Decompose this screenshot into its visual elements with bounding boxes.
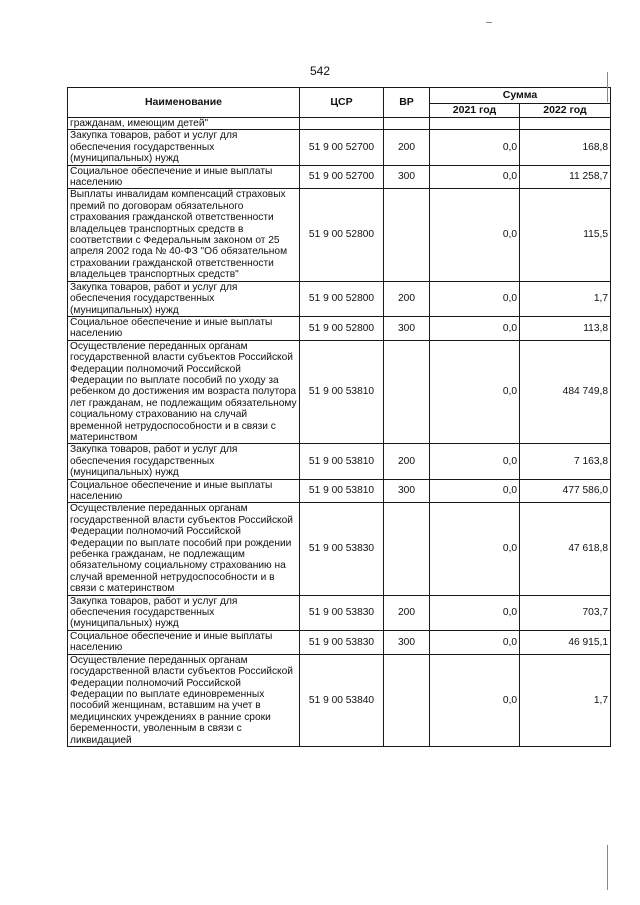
table-row [68, 479, 611, 503]
page-number: 542 [309, 64, 331, 78]
row-name: Закупка товаров, работ и услуг для обеспечения государственных (муниципальных) нужд [68, 595, 300, 630]
row-csr: 51 9 00 52700 [300, 130, 384, 165]
row-value-2021: 0,0 [430, 595, 520, 630]
row-value-2022: 168,8 [520, 130, 611, 165]
row-csr: 51 9 00 53830 [300, 503, 384, 595]
row-name: Осуществление переданных органам государственной власти субъектов Российской Федерации полномочий Российской Федерации по выплате пособий по уходу за ребенком до достижения им возраста полутора лет гражданам, не подлежащим обязательному социальному страхованию на случай временной нетрудоспособности и в связи с материнством [68, 340, 300, 444]
row-value-2021: 0,0 [430, 340, 520, 444]
row-value-2022: 11 258,7 [520, 165, 611, 189]
row-value-2021: 0,0 [430, 654, 520, 746]
row-csr: 51 9 00 52700 [300, 165, 384, 189]
table-row [68, 340, 611, 444]
row-value-2021: 0,0 [430, 630, 520, 654]
row-name: Осуществление переданных органам государственной власти субъектов Российской Федерации полномочий Российской Федерации по выплате единовременных пособий женщинам, вставшим на учет в медицинских учреждениях в ранние сроки беременности, уволенным в связи с ликвидацией [68, 654, 300, 746]
row-value-2021: 0,0 [430, 503, 520, 595]
table-row [68, 630, 611, 654]
row-name: Социальное обеспечение и иные выплаты населению [68, 479, 300, 503]
budget-table [67, 87, 611, 747]
table-row [68, 130, 611, 165]
header-csr: ЦСР [300, 88, 384, 118]
row-value-2022: 7 163,8 [520, 444, 611, 479]
table-row [68, 595, 611, 630]
row-csr: 51 9 00 53830 [300, 630, 384, 654]
row-vr: 200 [384, 130, 430, 165]
row-value-2022: 703,7 [520, 595, 611, 630]
row-value-2022: 115,5 [520, 189, 611, 281]
row-csr: 51 9 00 53810 [300, 444, 384, 479]
row-vr: 200 [384, 595, 430, 630]
row-value-2022: 1,7 [520, 654, 611, 746]
row-vr [384, 654, 430, 746]
row-vr [384, 503, 430, 595]
row-value-2022: 113,8 [520, 316, 611, 340]
header-year-2022: 2022 год [520, 104, 611, 118]
row-name: Выплаты инвалидам компенсаций страховых премий по договорам обязательного страхования гражданской ответственности владельцев транспортных средств в соответствии с Федеральным законом от 25 апреля 2002 года № 40-ФЗ "Об обязательном страховании гражданской ответственности владельцев транспортных средств" [68, 189, 300, 281]
table-row [68, 189, 611, 281]
row-value-2022: 46 915,1 [520, 630, 611, 654]
empty-cell [384, 118, 430, 130]
empty-cell [520, 118, 611, 130]
table-row [68, 444, 611, 479]
row-value-2021: 0,0 [430, 281, 520, 316]
empty-cell [430, 118, 520, 130]
row-vr: 300 [384, 479, 430, 503]
row-value-2021: 0,0 [430, 189, 520, 281]
header-sum: Сумма [430, 88, 611, 104]
row-vr: 200 [384, 281, 430, 316]
row-name: Социальное обеспечение и иные выплаты населению [68, 316, 300, 340]
row-csr: 51 9 00 52800 [300, 189, 384, 281]
row-csr: 51 9 00 53840 [300, 654, 384, 746]
row-name: Закупка товаров, работ и услуг для обеспечения государственных (муниципальных) нужд [68, 130, 300, 165]
row-value-2021: 0,0 [430, 479, 520, 503]
header-name: Наименование [68, 88, 300, 118]
table-row [68, 503, 611, 595]
continuation-text: гражданам, имеющим детей" [68, 118, 300, 130]
row-csr: 51 9 00 53830 [300, 595, 384, 630]
row-vr: 300 [384, 316, 430, 340]
table-body [68, 118, 611, 747]
row-name: Социальное обеспечение и иные выплаты населению [68, 165, 300, 189]
row-value-2022: 1,7 [520, 281, 611, 316]
empty-cell [300, 118, 384, 130]
row-value-2022: 484 749,8 [520, 340, 611, 444]
table-row [68, 316, 611, 340]
header-vr: ВР [384, 88, 430, 118]
row-csr: 51 9 00 52800 [300, 281, 384, 316]
row-vr: 300 [384, 630, 430, 654]
table-row [68, 654, 611, 746]
row-vr [384, 340, 430, 444]
row-name: Осуществление переданных органам государственной власти субъектов Российской Федерации полномочий Российской Федерации по выплате пособий при рождении ребенка гражданам, не подлежащим обязательному социальному страхованию на случай временной нетрудоспособности и в связи с материнством [68, 503, 300, 595]
row-csr: 51 9 00 53810 [300, 340, 384, 444]
header-year-2021: 2021 год [430, 104, 520, 118]
row-name: Закупка товаров, работ и услуг для обеспечения государственных (муниципальных) нужд [68, 444, 300, 479]
row-name: Социальное обеспечение и иные выплаты населению [68, 630, 300, 654]
row-value-2021: 0,0 [430, 444, 520, 479]
table-row [68, 281, 611, 316]
table-row [68, 165, 611, 189]
row-vr: 200 [384, 444, 430, 479]
scan-edge-mark [607, 845, 608, 890]
row-value-2022: 47 618,8 [520, 503, 611, 595]
row-value-2021: 0,0 [430, 130, 520, 165]
scan-edge-mark [607, 72, 608, 102]
continuation-row [68, 118, 611, 130]
row-vr [384, 189, 430, 281]
row-value-2021: 0,0 [430, 316, 520, 340]
row-csr: 51 9 00 52800 [300, 316, 384, 340]
row-name: Закупка товаров, работ и услуг для обеспечения государственных (муниципальных) нужд [68, 281, 300, 316]
scan-mark [486, 22, 492, 23]
row-value-2022: 477 586,0 [520, 479, 611, 503]
row-csr: 51 9 00 53810 [300, 479, 384, 503]
row-value-2021: 0,0 [430, 165, 520, 189]
row-vr: 300 [384, 165, 430, 189]
